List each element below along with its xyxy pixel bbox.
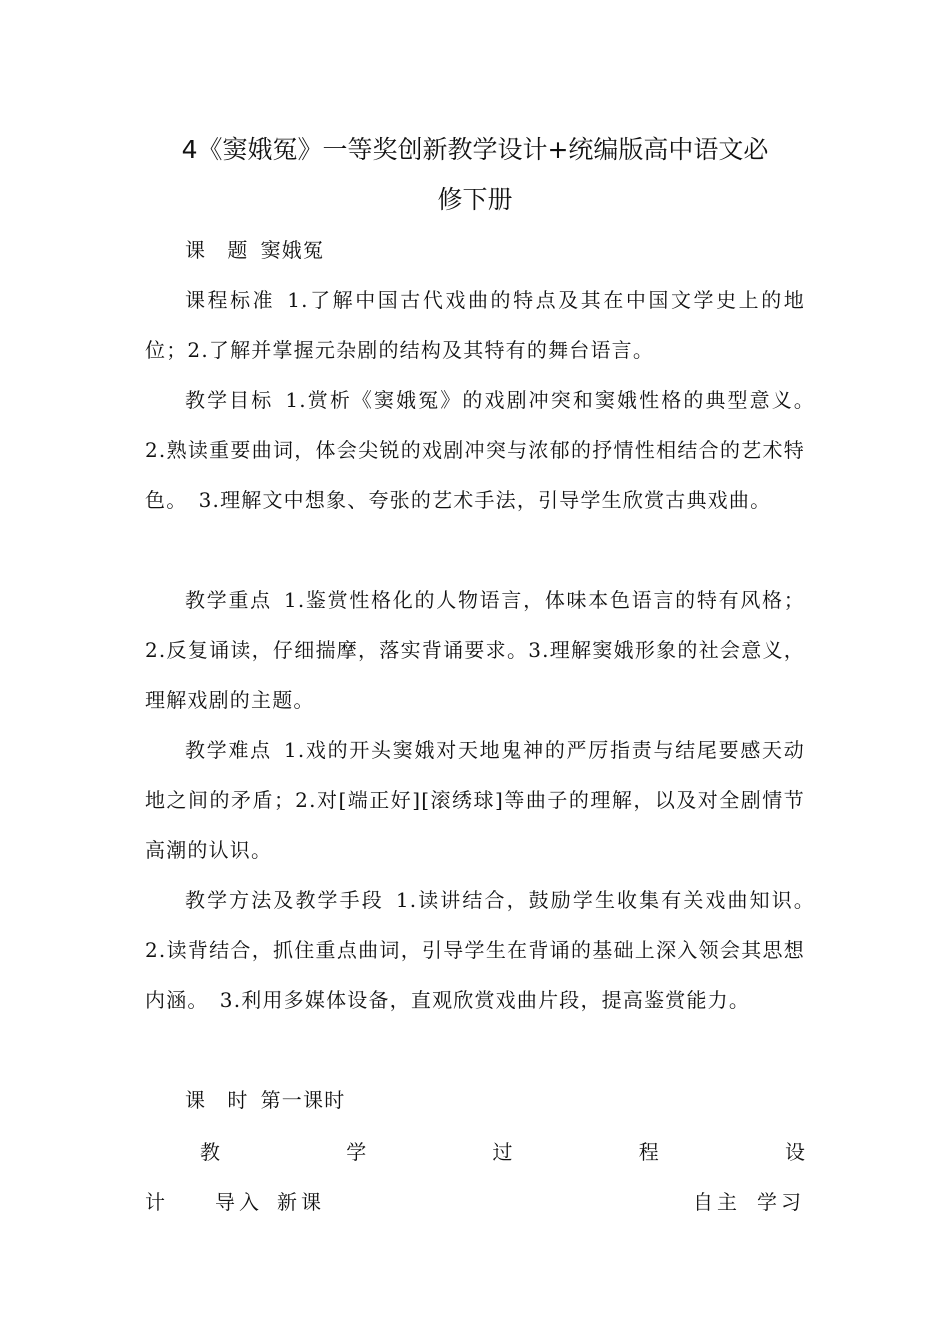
section-course-standard-text: 1.了解中国古代戏曲的特点及其在中国文学史上的地位；2.了解并掌握元杂剧的结构及其特有的舞台语言。 <box>145 288 805 362</box>
section-teaching-goals <box>145 375 827 525</box>
section-teaching-focus-text: 1.鉴赏性格化的人物语言，体味本色语言的特有风格；2.反复诵读，仔细揣摩，落实背诵要求。3.理解窦娥形象的社会意义，理解戏剧的主题。 <box>145 588 805 712</box>
section-keti-text: 窦娥冤 <box>260 238 325 262</box>
section-keti <box>145 225 805 275</box>
process-heading-char: 学 <box>346 1139 367 1164</box>
section-teaching-methods-text: 1.读讲结合，鼓励学生收集有关戏曲知识。 2.读背结合，抓住重点曲词，引导学生在背诵的基础上深入领会其思想内涵。 3.利用多媒体设备，直观欣赏戏曲片段，提高鉴赏能力。 <box>145 888 827 1012</box>
intro-row <box>145 1175 805 1225</box>
process-heading-char: 程 <box>638 1139 659 1164</box>
process-heading <box>200 1125 805 1175</box>
section-class-hours <box>145 1075 805 1125</box>
section-teaching-difficulty-label: 教学难点 <box>185 738 272 762</box>
section-teaching-focus <box>145 575 805 725</box>
self-study-label <box>693 1186 805 1215</box>
process-heading-char: 教 <box>200 1139 220 1164</box>
section-class-hours-label: 课 时 <box>185 1088 249 1112</box>
section-teaching-focus-label: 教学重点 <box>185 588 272 612</box>
section-teaching-methods-label: 教学方法及教学手段 <box>185 888 384 912</box>
process-heading-char: 设 <box>785 1139 805 1164</box>
section-keti-label: 课 题 <box>185 238 249 262</box>
section-teaching-goals-text: 1.赏析《窦娥冤》的戏剧冲突和窦娥性格的典型意义。 2.熟读重要曲词，体会尖锐的戏剧冲突与浓郁的抒情性相结合的艺术特色。 3.理解文中想象、夸张的艺术手法，引导学生欣赏古典戏曲。 <box>145 388 827 512</box>
section-class-hours-text: 第一课时 <box>260 1088 346 1112</box>
process-heading-continuation: 计 <box>145 1189 165 1214</box>
section-teaching-difficulty <box>145 725 805 875</box>
self-study-part-1: 自主 <box>693 1189 741 1214</box>
process-heading-char: 过 <box>492 1139 513 1164</box>
section-teaching-methods <box>145 875 827 1025</box>
document-title-line-2: 修下册 <box>437 185 513 214</box>
self-study-part-2: 学习 <box>757 1189 805 1214</box>
section-course-standard-label: 课程标准 <box>185 288 276 312</box>
intro-label: 导入 <box>215 1189 263 1214</box>
section-teaching-difficulty-text: 1.戏的开头窦娥对天地鬼神的严厉指责与结尾要感天动地之间的矛盾；2.对[端正好][滚绣球]等曲子的理解，以及对全剧情节高潮的认识。 <box>145 738 805 862</box>
section-teaching-goals-label: 教学目标 <box>185 388 274 412</box>
document-title-line-1: 4《窦娥冤》一等奖创新教学设计+统编版高中语文必 <box>181 135 769 164</box>
section-course-standard <box>145 275 805 375</box>
new-lesson-label: 新课 <box>277 1189 325 1214</box>
